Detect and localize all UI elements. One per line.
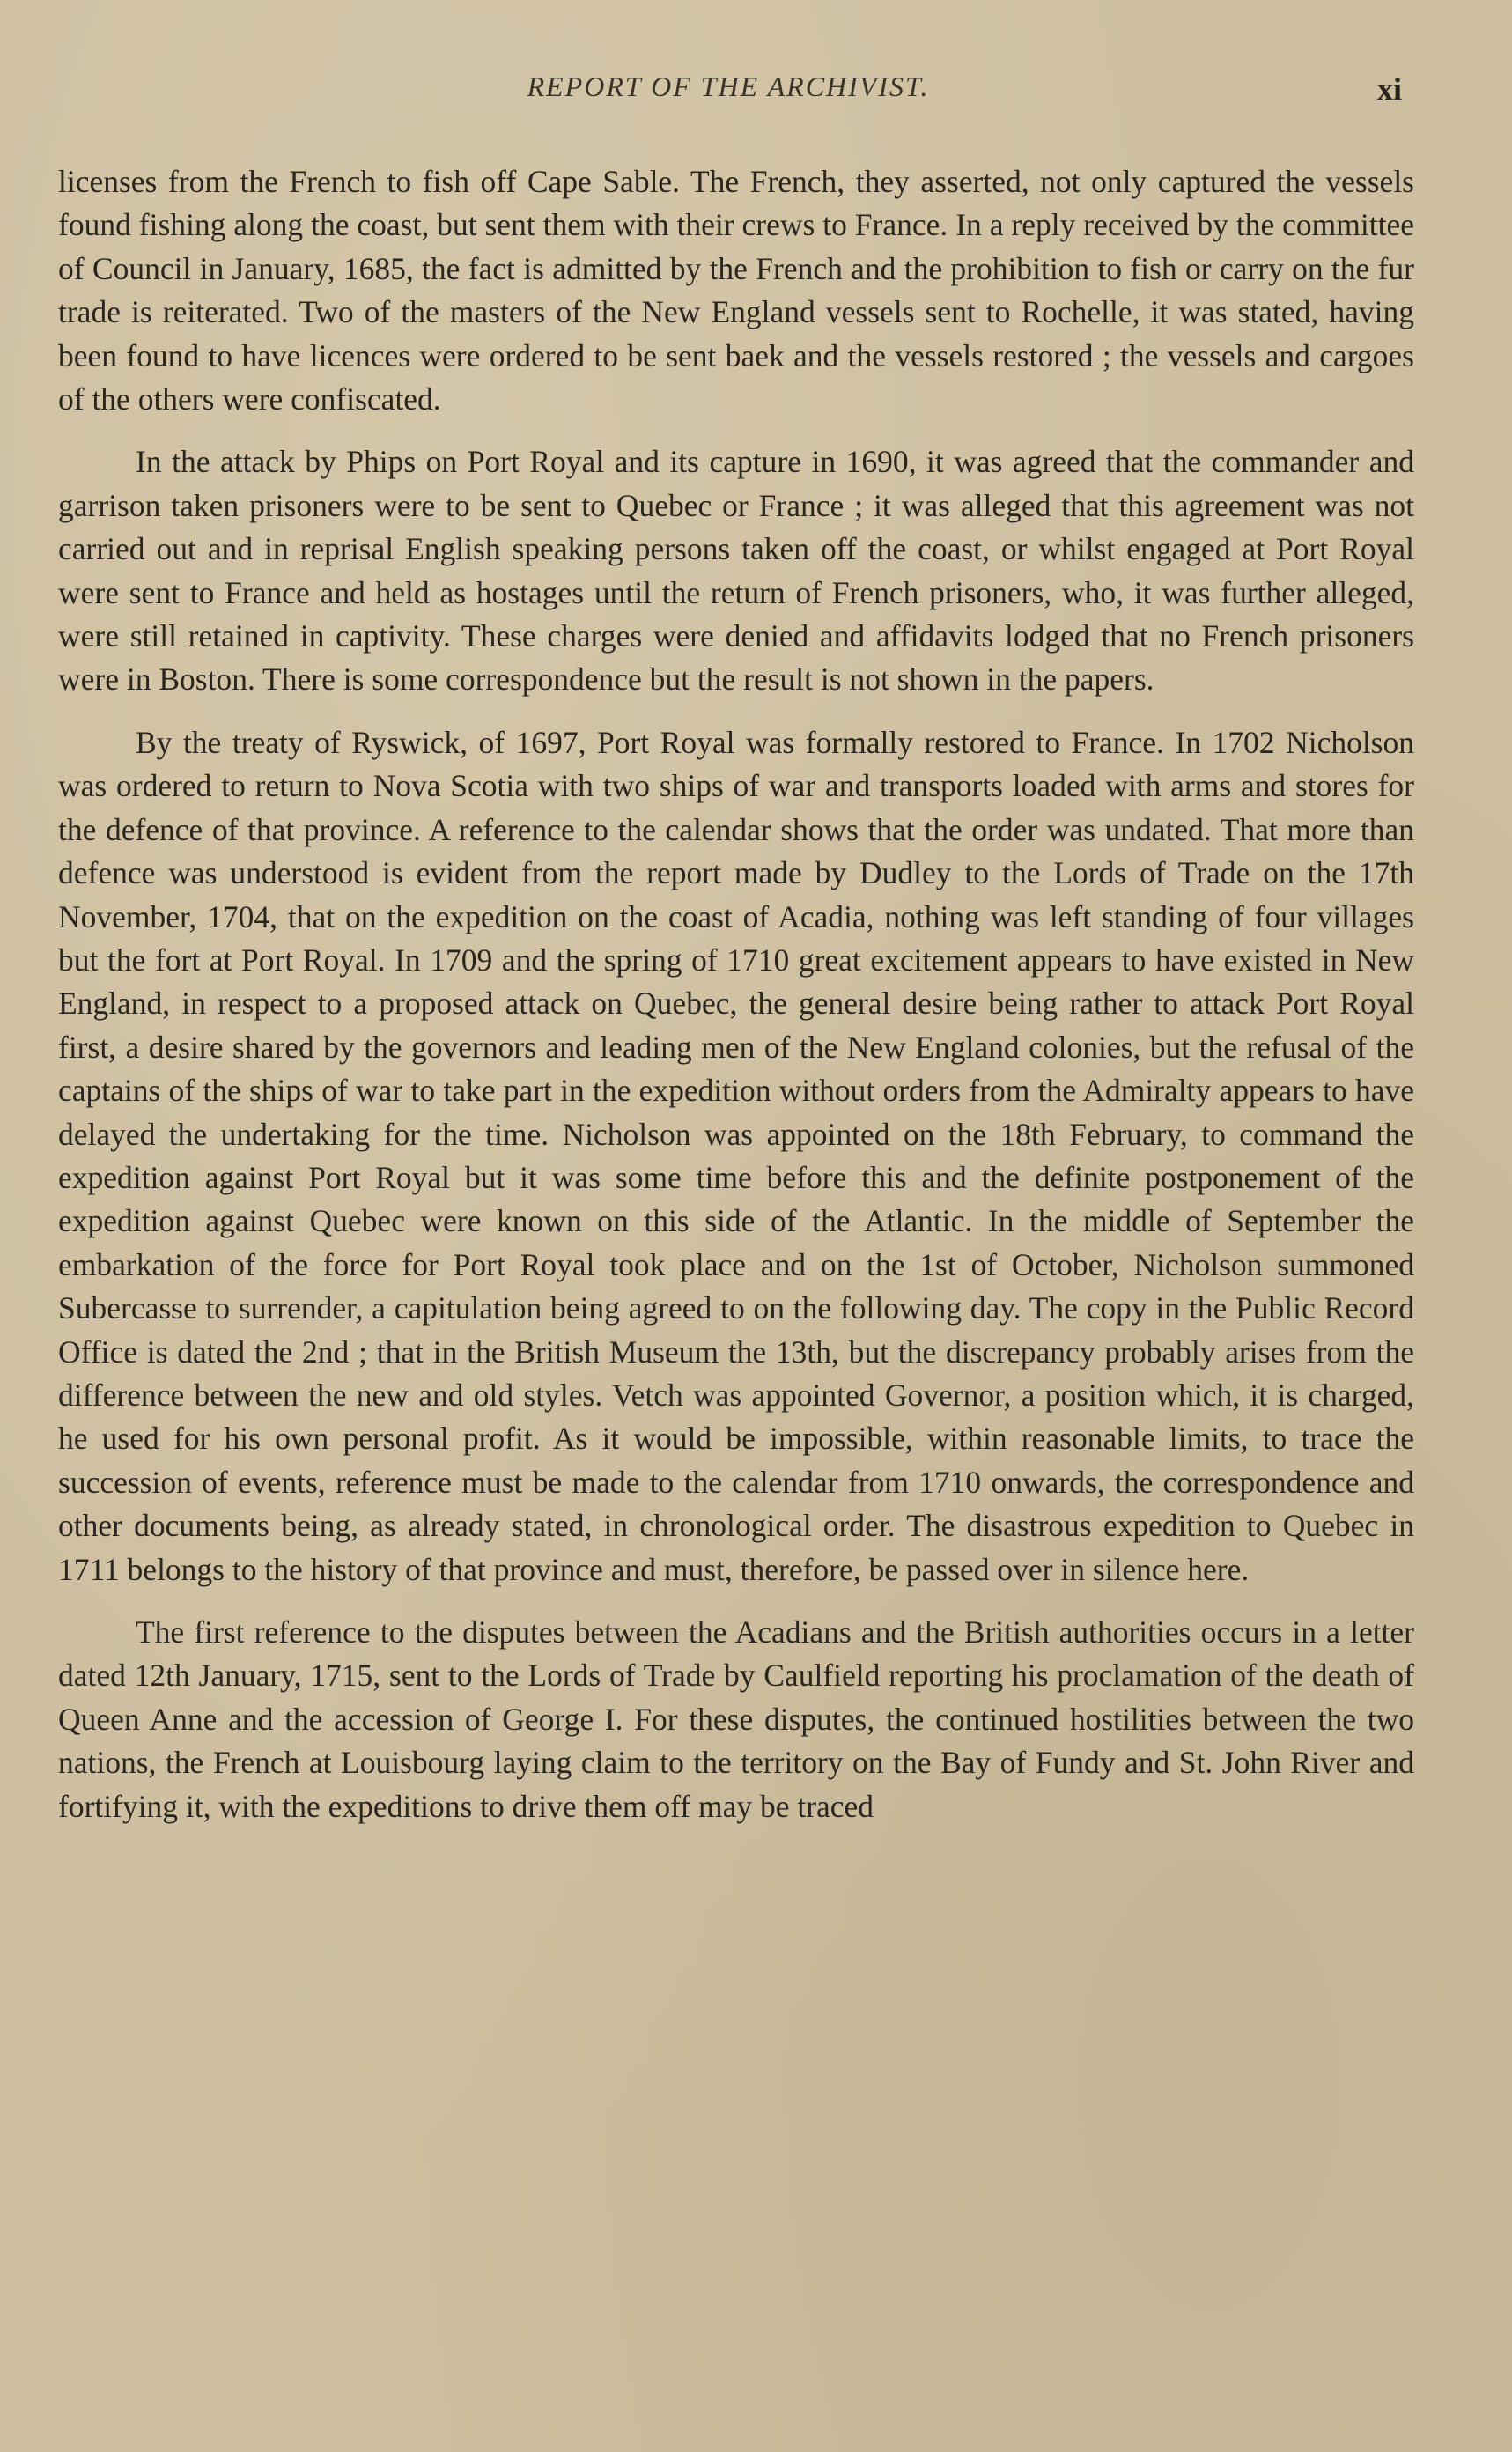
paragraph: By the treaty of Ryswick, of 1697, Port Royal was formally restored to France. In 1702 Nicholson was ordered to return to Nova Scotia with two ships of war and transports loaded with arms and stores for the defence of that province. A reference to the calendar shows that the order was undated. That more than defence was understood is evident from the report made by Dudley to the Lords of Trade on the 17th November, 1704, that on the expedition on the coast of Acadia, nothing was left standing of four villages but the fort at Port Royal. In 1709 and the spring of 1710 great excitement appears to have existed in New England, in respect to a proposed attack on Quebec, the general desire being rather to attack Port Royal first, a desire shared by the governors and leading men of the New England colonies, but the refusal of the captains of the ships of war to take part in the expedition without orders from the Admiralty appears to have delayed the undertaking for the time. Nicholson was appointed on the 18th February, to command the expedition against Port Royal but it was some time before this and the definite postponement of the expedition against Quebec were known on this side of the Atlantic. In the middle of September the embarkation of the force for Port Royal took place and on the 1st of October, Nicholson summoned Subercasse to surrender, a capitulation being agreed to on the following day. The copy in the Public Record Office is dated the 2nd ; that in the British Museum the 13th, but the discrepancy probably arises from the difference between the new and old styles. Vetch was appointed Governor, a position which, it is charged, he used for his own personal profit. As it would be impossible, within reasonable limits, to trace the succession of events, reference must be made to the calendar from 1710 onwards, the correspondence and other documents being, as already stated, in chronological order. The disastrous expedition to Quebec in 1711 belongs to the history of that province and must, therefore, be passed over in silence here.	[58, 724, 1414, 1587]
paragraph: In the attack by Phips on Port Royal and its capture in 1690, it was agreed that the commander and garrison taken prisoners were to be sent to Quebec or France ; it was alleged that this agreement was not carried out and in reprisal English speaking persons taken off the coast, or whilst engaged at Port Royal were sent to France and held as hostages until the return of French prisoners, who, it was further alleged, were still retained in captivity. These charges were denied and affidavits lodged that no French prisoners were in Boston. There is some correspondence but the result is not shown in the papers.	[58, 444, 1414, 698]
body-text	[58, 160, 1414, 1848]
running-title: REPORT OF THE ARCHIVIST.	[527, 70, 930, 102]
paragraph: licenses from the French to fish off Cape Sable. The French, they asserted, not only captured the vessels found fishing along the coast, but sent them with their crews to France. In a reply received by the committee of Council in January, 1685, the fact is admitted by the French and the prohibition to fish or carry on the fur trade is reiterated. Two of the masters of the New England vessels sent to Rochelle, it was stated, having been found to have licences were ordered to be sent baek and the vessels restored ; the vessels and cargoes of the others were confiscated.	[58, 164, 1414, 417]
paragraph: The first reference to the disputes between the Acadians and the British authorities occurs in a letter dated 12th January, 1715, sent to the Lords of Trade by Caulfield reporting his proclamation of the death of Queen Anne and the accession of George I. For these disputes, the continued hostilities between the two nations, the French at Louisbourg laying claim to the territory on the Bay of Fundy and St. John River and fortifying it, with the expeditions to drive them off may be traced	[58, 1614, 1414, 1824]
page-header	[55, 70, 1402, 114]
page-number: xi	[1376, 71, 1402, 107]
